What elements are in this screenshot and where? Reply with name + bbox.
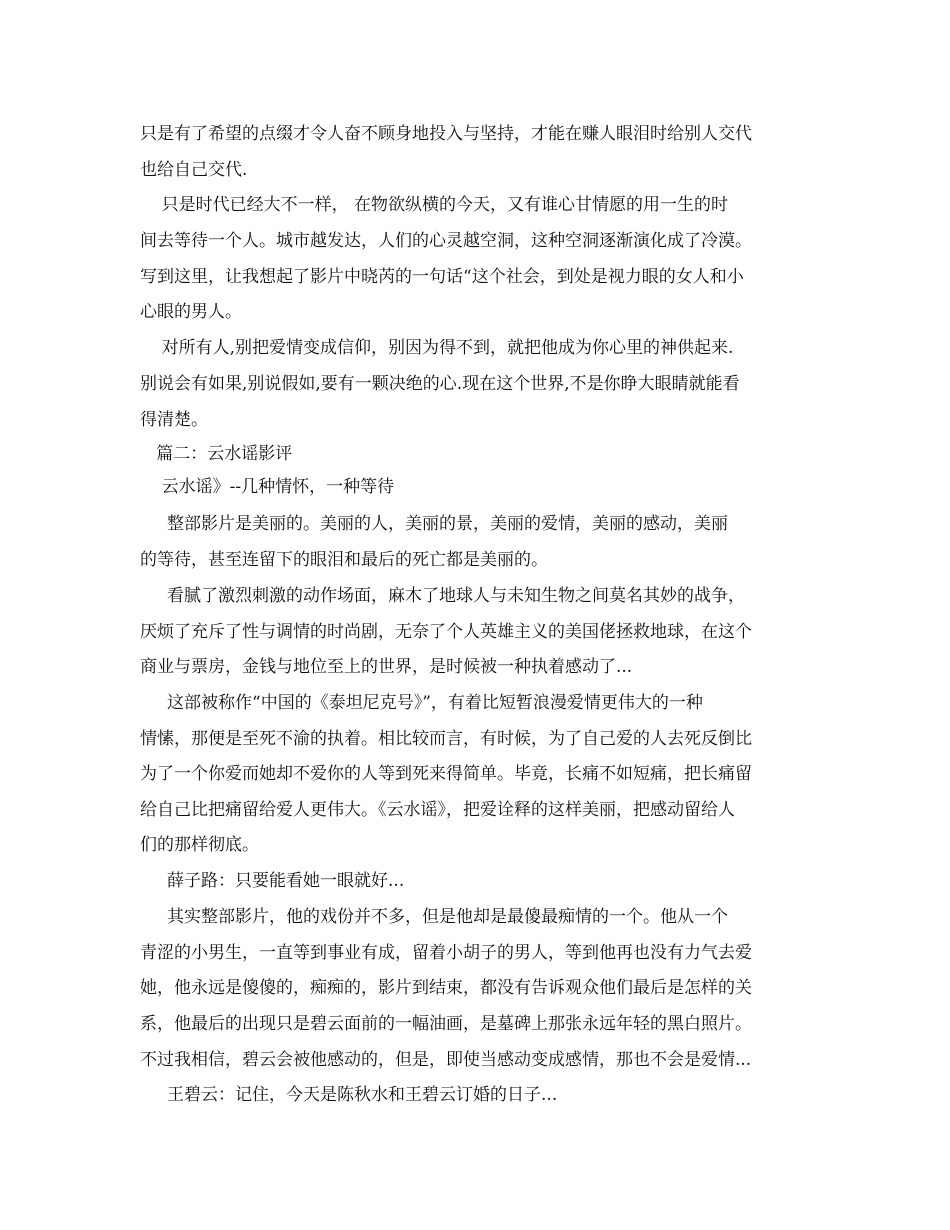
text-line: 青涩的小男生，一直等到事业有成，留着小胡子的男人，等到他再也没有力气去爱 — [140, 943, 752, 963]
text-line: 只是有了希望的点缀才令人奋不顾身地投入与坚持，才能在赚人眼泪时给别人交代 — [140, 124, 752, 144]
text-line: 王碧云：记住，今天是陈秋水和王碧云订婚的日子... — [140, 1085, 558, 1105]
text-line: 厌烦了充斥了性与调情的时尚剧，无奈了个人英雄主义的美国佬拯救地球，在这个 — [140, 622, 752, 642]
text-line: 心眼的男人。 — [140, 302, 242, 322]
text-line: 的等待，甚至连留下的眼泪和最后的死亡都是美丽的。 — [140, 550, 548, 570]
text-line: 得清楚。 — [140, 410, 208, 430]
text-line: 们的那样彻底。 — [140, 835, 259, 855]
text-line: 薛子路：只要能看她一眼就好... — [140, 871, 405, 891]
text-line: 商业与票房，金钱与地位至上的世界，是时候被一种执着感动了... — [140, 657, 633, 677]
text-line: 对所有人,别把爱情变成信仰，别因为得不到，就把他成为你心里的神供起来. — [140, 338, 734, 358]
section-heading: 篇二：云水谣影评 — [140, 444, 293, 464]
text-line: 其实整部影片，他的戏份并不多，但是他却是最傻最痴情的一个。他从一个 — [140, 907, 729, 927]
text-line: 也给自己交代. — [140, 160, 248, 180]
subtitle-line: 云水谣》--几种情怀，一种等待 — [140, 477, 395, 497]
text-line: 不过我相信，碧云会被他感动的，但是，即使当感动变成感情，那也不会是爱情... — [140, 1050, 752, 1070]
text-line: 为了一个你爱而她却不爱你的人等到死来得简单。毕竟，长痛不如短痛，把长痛留 — [140, 764, 752, 784]
text-line: 她，他永远是傻傻的，痴痴的，影片到结束，都没有告诉观众他们最后是怎样的关 — [140, 978, 752, 998]
text-line: 给自己比把痛留给爱人更伟大。《云水谣》，把爱诠释的这样美丽，把感动留给人 — [140, 800, 735, 820]
text-line: 间去等待一个人。城市越发达，人们的心灵越空洞，这种空洞逐渐演化成了冷漠。 — [140, 231, 752, 251]
text-line: 这部被称作“中国的《泰坦尼克号》”，有着比短暂浪漫爱情更伟大的一种 — [140, 693, 703, 713]
text-line: 看腻了激烈刺激的动作场面，麻木了地球人与未知生物之间莫名其妙的战争， — [140, 586, 746, 606]
text-line: 情愫，那便是至死不渝的执着。相比较而言，有时候，为了自己爱的人去死反倒比 — [140, 729, 752, 749]
text-line: 别说会有如果,别说假如,要有一颗决绝的心.现在这个世界,不是你睁大眼睛就能看 — [140, 374, 740, 394]
text-line: 写到这里，让我想起了影片中晓芮的一句话“这个社会，到处是视力眼的女人和小 — [140, 267, 744, 287]
text-line: 系，他最后的出现只是碧云面前的一幅油画，是墓碑上那张永远年轻的黑白照片。 — [140, 1014, 752, 1034]
text-line: 只是时代已经大不一样， 在物欲纵横的今天，又有谁心甘情愿的用一生的时 — [140, 195, 729, 215]
text-line: 整部影片是美丽的。美丽的人，美丽的景，美丽的爱情，美丽的感动，美丽 — [140, 514, 729, 534]
